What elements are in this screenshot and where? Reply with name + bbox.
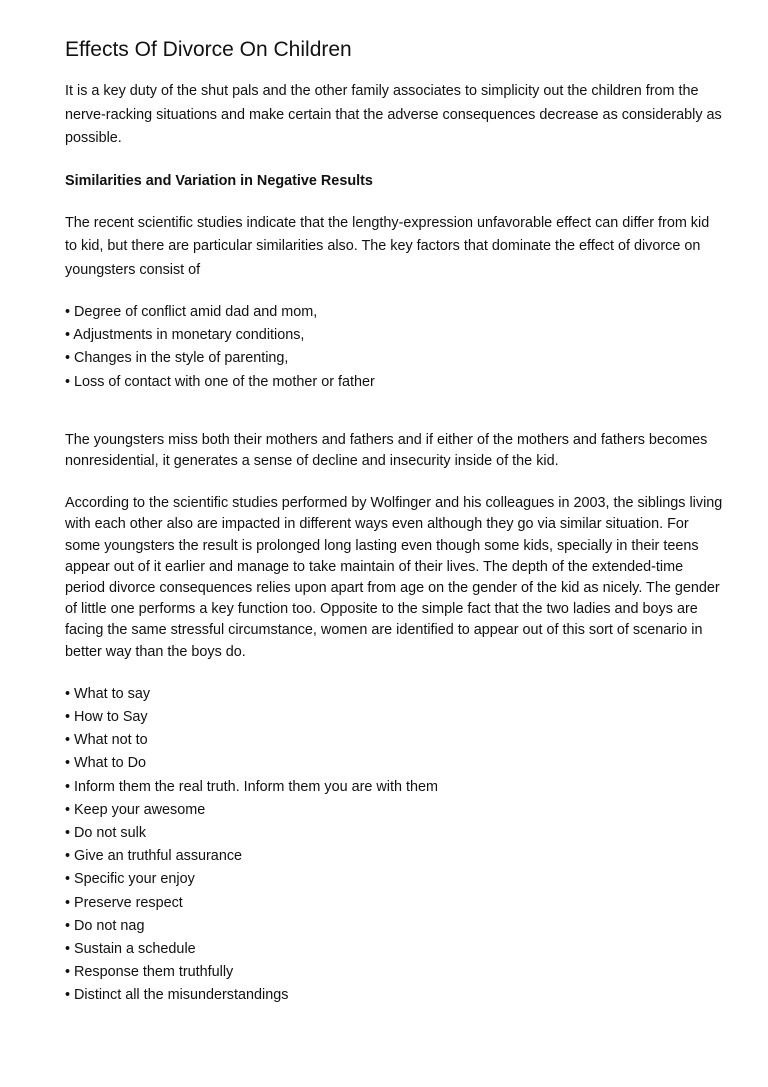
list-item: • Keep your awesome xyxy=(65,801,206,818)
list-item: • Do not nag xyxy=(65,917,145,934)
list-item: • Do not sulk xyxy=(65,825,147,842)
list-item: • How to Say xyxy=(65,709,148,726)
section-heading: Similarities and Variation in Negative Results xyxy=(65,172,373,189)
list-item: • Adjustments in monetary conditions, xyxy=(65,327,305,344)
list-item: • Inform them the real truth. Inform them you are with them xyxy=(65,778,438,795)
list-item: • Specific your enjoy xyxy=(65,871,195,888)
list-item: • What to Do xyxy=(65,755,147,772)
list-item: • Loss of contact with one of the mother or father xyxy=(65,373,375,390)
list-item: • What not to xyxy=(65,732,148,749)
list-item: • Response them truthfully xyxy=(65,964,234,981)
list-item: • Preserve respect xyxy=(65,894,183,911)
list-item: • What to say xyxy=(65,685,151,702)
document-page xyxy=(65,36,725,1008)
list-item: • Sustain a schedule xyxy=(65,941,196,958)
wolfinger-paragraph: According to the scientific studies performed by Wolfinger and his colleagues in 2003, the siblings living with each other also are impacted in different ways even although they go via similar situation. For some youngsters the result is prolonged long lasting even though some kids, specially in their teens appear out of it earlier and manage to take maintain of their lives. The depth of the extended-time period divorce consequences relies upon apart from age on the gender of the kid as nicely. The gender of little one performs a key function too. Opposite to the simple fact that the two ladies and boys are facing the same stressful circumstance, women are identified to appear out of this sort of scenario in better way than the boys do. xyxy=(65,495,723,660)
section-paragraph: The recent scientific studies indicate that the lengthy-expression unfavorable effect can differ from kid to kid, but there are particular similarities also. The key factors that dominate the effect of divorce on youngsters consist of xyxy=(65,214,710,278)
document-title: Effects Of Divorce On Children xyxy=(65,38,352,61)
list-item: • Changes in the style of parenting, xyxy=(65,350,289,367)
youngsters-paragraph: The youngsters miss both their mothers and fathers and if either of the mothers and fathers becomes nonresidential, it generates a sense of decline and insecurity inside of the kid. xyxy=(65,431,708,470)
list-item: • Give an truthful assurance xyxy=(65,848,243,865)
list-item: • Distinct all the misunderstandings xyxy=(65,987,289,1004)
intro-paragraph: It is a key duty of the shut pals and the other family associates to simplicity out the children from the nerve-racking situations and make certain that the adverse consequences decrease as considerably as possible. xyxy=(65,83,722,146)
factors-list xyxy=(65,301,725,394)
list-item: • Degree of conflict amid dad and mom, xyxy=(65,304,318,320)
tips-list xyxy=(65,683,725,1008)
